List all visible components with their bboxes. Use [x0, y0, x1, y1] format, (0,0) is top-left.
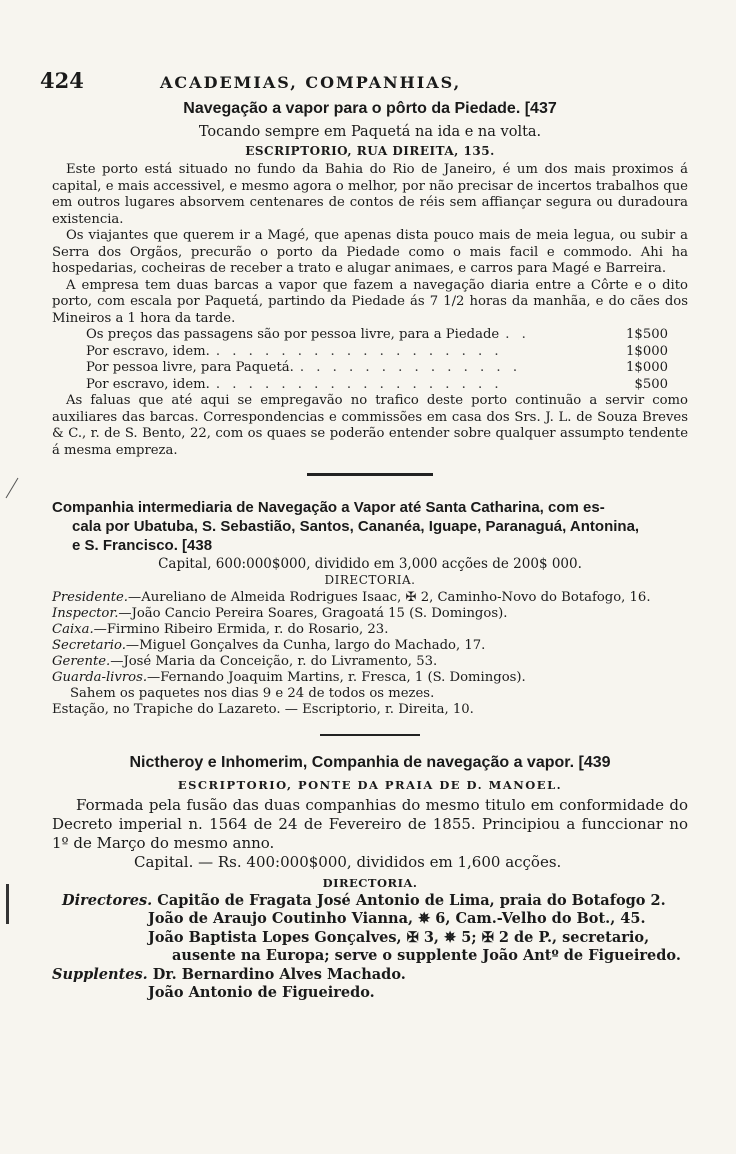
section-santa-catharina — [52, 498, 688, 718]
paragraph: As faluas que até aqui se empregavão no trafico deste porto continuão a servir como auxiliares das barcas. Correspondencias e commissões em casa dos Srs. J. L. de Souza Breves & C., r. de S. Bento, 22, com os quaes se poderão entender sobre qualquer assumpto tendente á mesma empreza. — [52, 393, 688, 458]
directory-entry — [52, 590, 688, 606]
directory-entry — [52, 622, 688, 638]
price-row — [52, 360, 688, 377]
directors-entry — [62, 892, 688, 911]
entry-text: —João Cancio Pereira Soares, Gragoatá 15 (S. Domingos). — [118, 606, 508, 621]
leader-dots: . . . . . . . . . . . . . . . . . . — [215, 343, 503, 359]
section-body — [52, 796, 688, 872]
leader-dots: . . — [505, 327, 530, 342]
directors-entry: João Baptista Lopes Gonçalves, ✠ 3, ✵ 5; ✠ 2 de P., secretario, — [148, 928, 650, 946]
entry-text: —José Maria da Conceição, r. do Livramento, 53. — [110, 654, 438, 669]
entry-text: —Miguel Gonçalves da Cunha, largo do Machado, 17. — [125, 638, 486, 653]
entry-text: Capitão de Fragata José Antonio de Lima, praia do Botafogo 2. — [157, 891, 666, 909]
running-title: ACADEMIAS, COMPANHIAS, — [160, 73, 462, 92]
paragraph: Este porto está situado no fundo da Bahia do Rio de Janeiro, é um dos mais proximos á capital, e mais accessivel, e mesmo agora o melhor, por não precisar de incertos trabalhos que em outros lugares absorvem centenares de contos de réis sem affiançar segura ou duradoura existencia. — [52, 162, 688, 227]
directory-entry — [52, 606, 688, 622]
directors-entry: ausente na Europa; serve o supplente João Antº de Figueiredo. — [172, 947, 681, 964]
section-nictheroy — [52, 754, 688, 1003]
role-label: Presidente. — [52, 590, 129, 605]
page-header — [40, 68, 688, 100]
section-body — [52, 162, 688, 327]
entry-text: —Fernando Joaquim Martins, r. Fresca, 1 (S. Domingos). — [147, 670, 526, 685]
leader-dots: . . . . . . . . . . . . . . — [299, 360, 522, 375]
section-piedade — [52, 100, 688, 459]
title-line: cala por Ubatuba, S. Sebastião, Santos, Cananéa, Iguape, Paranaguá, Antonina, — [72, 518, 640, 535]
section-body-2 — [52, 393, 688, 459]
section-title: Nictheroy e Inhomerim, Companhia de navegação a vapor. [439 — [129, 753, 611, 771]
section-subtitle: Tocando sempre em Paquetá na ida e na volta. — [198, 124, 542, 140]
page-number: 424 — [40, 68, 84, 93]
leader-dots: . . . . . . . . . . . . . . . . . . — [215, 376, 503, 392]
directory-heading: DIRECTORIA. — [324, 573, 416, 587]
role-label: Guarda-livros. — [52, 670, 148, 685]
entry-text: Dr. Bernardino Alves Machado. — [152, 965, 406, 983]
price-row — [52, 327, 688, 344]
directors-entry: João de Araujo Coutinho Vianna, ✵ 6, Cam.-Velho do Bot., 45. — [148, 910, 646, 927]
capital-line: Capital, 600:000$000, dividido em 3,000 acções de 200$ 000. — [158, 556, 582, 572]
paragraph: A empresa tem duas barcas a vapor que fazem a navegação diaria entre a Côrte e o dito porto, com escala por Paquetá, partindo da Piedade ás 7 1/2 horas da manhãa, e do cães dos Mineiros a 1 hora da tarde. — [52, 277, 688, 326]
office-address: ESCRIPTORIO, RUA DIREITA, 135. — [245, 144, 495, 158]
price-label: Por escravo, idem. — [86, 376, 210, 392]
price-value: 1$000 — [626, 343, 668, 359]
price-value: 1$500 — [626, 327, 668, 342]
office-address: ESCRIPTORIO, PONTE DA PRAIA DE D. MANOEL. — [177, 777, 563, 792]
role-label: Caixa. — [52, 622, 94, 637]
entry-text: —Aureliano de Almeida Rodrigues Isaac, ✠ 2, Caminho-Novo do Botafogo, 16. — [128, 590, 651, 605]
title-line: Companhia intermediaria de Navegação a Vapor até Santa Catharina, com es- — [52, 499, 605, 516]
capital-line: Capital. — Rs. 400:000$000, divididos em 1,600 acções. — [134, 852, 562, 871]
directory-entry — [52, 638, 688, 654]
section-divider — [320, 734, 420, 736]
role-label: Directores. — [62, 891, 153, 909]
directory-heading: DIRECTORIA. — [322, 875, 418, 890]
price-row — [52, 344, 688, 361]
directory-list — [52, 590, 688, 718]
directors-list — [52, 892, 688, 1003]
paragraph: Formada pela fusão das duas companhias do mesmo titulo em conformidade do Decreto imperial n. 1564 de 24 de Fevereiro de 1855. Principiou a funccionar no 1º de Março do mesmo anno. — [52, 795, 688, 852]
section-title: Navegação a vapor para o pôrto da Piedade. [437 — [183, 100, 557, 117]
note-line: Estação, no Trapiche do Lazareto. — Escriptorio, r. Direita, 10. — [52, 702, 474, 717]
role-label: Secretario. — [52, 638, 126, 653]
margin-pencil-mark — [4, 476, 20, 500]
role-label: Gerente. — [52, 654, 111, 669]
role-label: Supplentes. — [52, 965, 148, 983]
title-line: e S. Francisco. [438 — [72, 537, 213, 554]
supplentes-entry — [52, 966, 688, 985]
section-divider — [307, 473, 433, 476]
document-page — [40, 68, 688, 1003]
paragraph: Os viajantes que querem ir a Magé, que apenas dista pouco mais de meia legua, ou subir a Serra dos Orgãos, precurão o porto da Piedade como o mais facil e commodo. Ahi ha hospedarias, cocheiras de receber a trato e alugar animaes, e carros para Magé e Barreira. — [52, 228, 688, 276]
price-value: 1$000 — [626, 360, 668, 375]
section-title — [52, 498, 688, 555]
directory-entry — [52, 654, 688, 670]
binding-mark — [4, 884, 12, 924]
entry-text: —Firmino Ribeiro Ermida, r. do Rosario, 23. — [93, 622, 389, 637]
directory-entry — [52, 670, 688, 686]
price-label: Por pessoa livre, para Paquetá. — [86, 360, 294, 375]
price-label: Os preços das passagens são por pessoa livre, para a Piedade — [86, 327, 500, 342]
role-label: Inspector. — [52, 606, 119, 621]
price-label: Por escravo, idem. — [86, 343, 210, 359]
price-value: $500 — [634, 376, 668, 392]
note-line: Sahem os paquetes nos dias 9 e 24 de todos os mezes. — [70, 686, 435, 701]
supplentes-entry: João Antonio de Figueiredo. — [148, 984, 375, 1001]
price-list — [52, 327, 688, 393]
price-row — [52, 377, 688, 394]
